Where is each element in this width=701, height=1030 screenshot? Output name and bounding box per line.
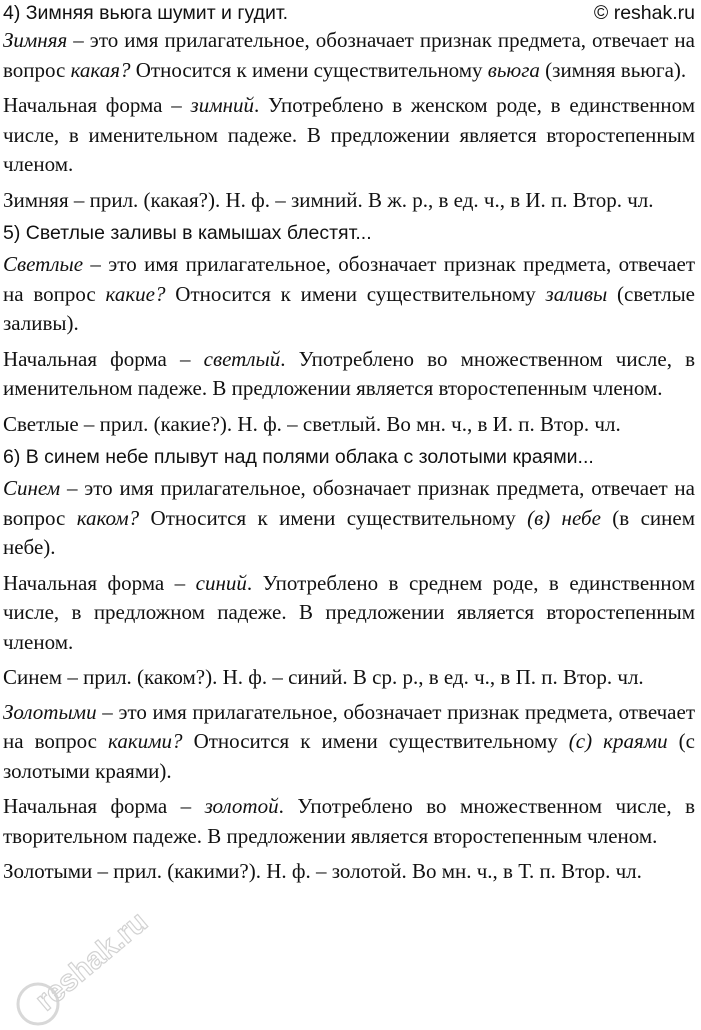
analysis-svetlye: Светлые – это имя прилагательное, обозначает признак предмета, отвечает на вопрос какие? Относится к имени существительному заливы (светлые заливы).: [3, 252, 695, 335]
summary-zimnyaya: Зимняя – прил. (какая?). Н. ф. – зимний. В ж. р., в ед. ч., в И. п. Втор. чл.: [3, 187, 654, 212]
header: [3, 0, 695, 26]
watermark-text: reshak.ru: [29, 905, 154, 1018]
summary-zolotymi: Золотыми – прил. (какими?). Н. ф. – золотой. Во мн. ч., в Т. п. Втор. чл.: [3, 859, 642, 883]
noun: вьюга: [487, 57, 540, 82]
question: какая?: [70, 57, 131, 82]
initial-form-zolotoy: Начальная форма – золотой. Употреблено во множественном числе, в творительном падеже. В предложении является второстепенным членом.: [3, 794, 695, 848]
sentence-5: 5) Светлые заливы в камышах блестят...: [3, 222, 372, 244]
analysis-sinem: Синем – это имя прилагательное, обозначает признак предмета, отвечает на вопрос каком? Относится к имени существительному (в) небе (в синем небе).: [3, 476, 695, 559]
initial-form-svetlyy: Начальная форма – светлый. Употреблено во множественном числе, в именительном падеже. В предложении является второстепенным членом.: [3, 346, 696, 400]
analysis-zolotymi: Золотыми – это имя прилагательное, обозначает признак предмета, отвечает на вопрос какими? Относится к имени существительному (с) краями (с золотыми краями).: [3, 699, 695, 783]
sentence-4: 4) Зимняя вьюга шумит и гудит.: [3, 2, 289, 24]
summary-sinem: Синем – прил. (каком?). Н. ф. – синий. В ср. р., в ед. ч., в П. п. Втор. чл.: [3, 665, 644, 689]
watermark-logo: [16, 900, 186, 1030]
summary-svetlye: Светлые – прил. (какие?). Н. ф. – светлый. Во мн. ч., в И. п. Втор. чл.: [3, 411, 621, 436]
copyright: © reshak.ru: [593, 2, 695, 24]
initial-form: синий: [195, 570, 247, 595]
initial-form: светлый: [203, 346, 281, 371]
sentence-6: 6) В синем небе плывут над полями облака с золотыми краями...: [3, 446, 594, 468]
word: Синем: [3, 476, 61, 500]
watermark-circle: [18, 984, 58, 1024]
noun: (в) небе: [527, 505, 601, 530]
initial-form: золотой: [204, 794, 279, 818]
word: Светлые: [3, 252, 84, 276]
noun: (с) краями: [568, 729, 668, 753]
page: [3, 0, 695, 892]
question: какие?: [105, 281, 166, 306]
question: какими?: [108, 729, 183, 753]
word: Золотыми: [3, 699, 97, 724]
analysis-zimnyaya: Зимняя – это имя прилагательное, обозначает признак предмета, отвечает на вопрос какая? Относится к имени существительному вьюга (зимняя вьюга).: [3, 28, 695, 82]
noun: заливы: [545, 281, 608, 306]
initial-form-siniy: Начальная форма – синий. Употреблено в среднем роде, в единственном числе, в предложном падеже. В предложении является второстепенным членом.: [3, 570, 696, 654]
question: каком?: [76, 505, 140, 530]
word: Зимняя: [3, 28, 68, 52]
initial-form-zimniy: Начальная форма – зимний. Употреблено в женском роде, в единственном числе, в именительном падеже. В предложении является второстепенным членом.: [3, 93, 695, 176]
initial-form: зимний: [190, 93, 255, 117]
